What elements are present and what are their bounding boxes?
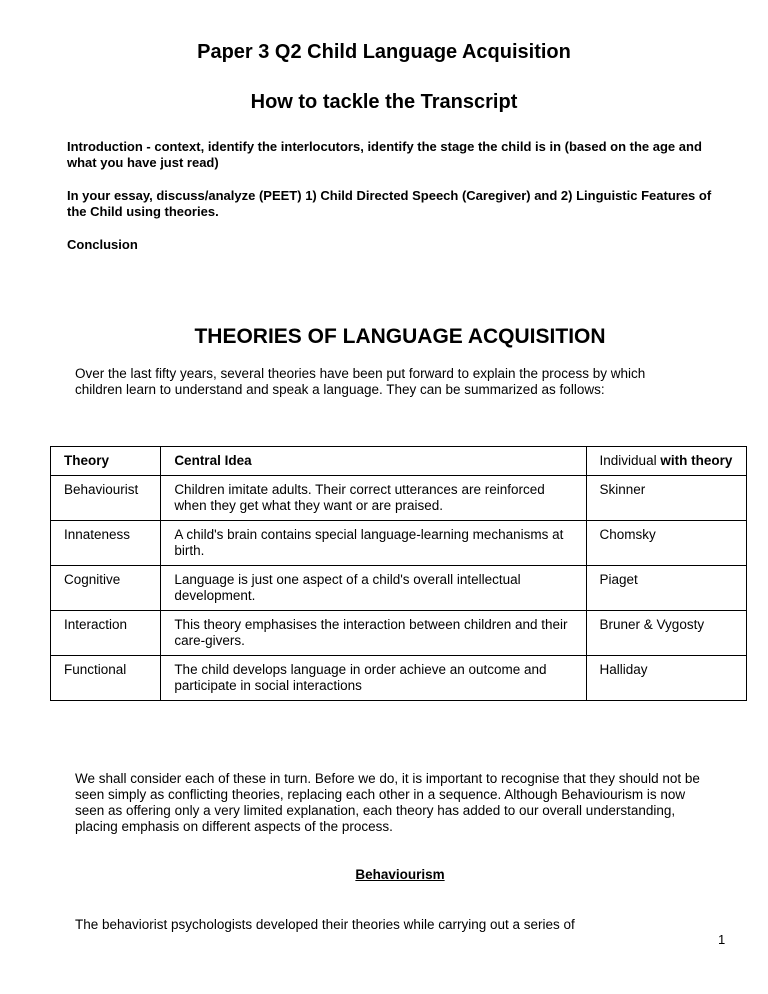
conclusion-instruction: Conclusion — [67, 237, 138, 252]
document-subtitle: How to tackle the Transcript — [250, 91, 518, 113]
theory-cell: Functional — [51, 656, 161, 701]
central-idea-cell: Children imitate adults. Their correct utterances are reinforced when they get what they want or are praised. — [161, 476, 586, 521]
behaviourism-paragraph: The behaviorist psychologists developed their theories while carrying out a series of — [75, 917, 575, 932]
central-idea-cell: Language is just one aspect of a child's overall intellectual development. — [161, 566, 586, 611]
essay-instruction: In your essay, discuss/analyze (PEET) 1) Child Directed Speech (Caregiver) and 2) Linguistic Features of the Child using theories. — [67, 188, 712, 219]
column-header-theory: Theory — [51, 447, 161, 476]
theories-intro-paragraph: Over the last fifty years, several theories have been put forward to explain the process by which children learn to understand and speak a language. They can be summarized as follows: — [75, 366, 646, 397]
theory-cell: Cognitive — [51, 566, 161, 611]
central-idea-cell: The child develops language in order achieve an outcome and participate in social interactions — [161, 656, 586, 701]
theory-cell: Behaviourist — [51, 476, 161, 521]
column-header-individual-plain: Individual — [599, 453, 661, 468]
table-row — [51, 521, 747, 566]
individual-cell: Bruner & Vygosty — [586, 611, 746, 656]
document-title: Paper 3 Q2 Child Language Acquisition — [197, 41, 571, 63]
central-idea-cell: A child's brain contains special language-learning mechanisms at birth. — [161, 521, 586, 566]
table-row — [51, 656, 747, 701]
column-header-central-idea: Central Idea — [161, 447, 586, 476]
theories-table — [50, 446, 747, 701]
table-row — [51, 611, 747, 656]
individual-cell: Piaget — [586, 566, 746, 611]
introduction-instruction: Introduction - context, identify the interlocutors, identify the stage the child is in (based on the age and what you have just read) — [67, 139, 702, 170]
section-title: THEORIES OF LANGUAGE ACQUISITION — [194, 325, 606, 348]
page-number: 1 — [718, 932, 726, 947]
theory-cell: Innateness — [51, 521, 161, 566]
table-row — [51, 476, 747, 521]
individual-cell: Skinner — [586, 476, 746, 521]
individual-cell: Halliday — [586, 656, 746, 701]
table-row — [51, 566, 747, 611]
table-header-row — [51, 447, 747, 476]
theory-cell: Interaction — [51, 611, 161, 656]
central-idea-cell: This theory emphasises the interaction between children and their care-givers. — [161, 611, 586, 656]
column-header-individual — [586, 447, 746, 476]
individual-cell: Chomsky — [586, 521, 746, 566]
behaviourism-heading: Behaviourism — [355, 867, 445, 882]
column-header-individual-bold: with theory — [660, 453, 733, 468]
consider-paragraph: We shall consider each of these in turn. Before we do, it is important to recognise that they should not be seen simply as conflicting theories, replacing each other in a sequence. Although Behaviourism is now seen as offering only a very limited explanation, each theory has added to our overall understanding, placing emphasis on different aspects of the process. — [75, 771, 700, 834]
